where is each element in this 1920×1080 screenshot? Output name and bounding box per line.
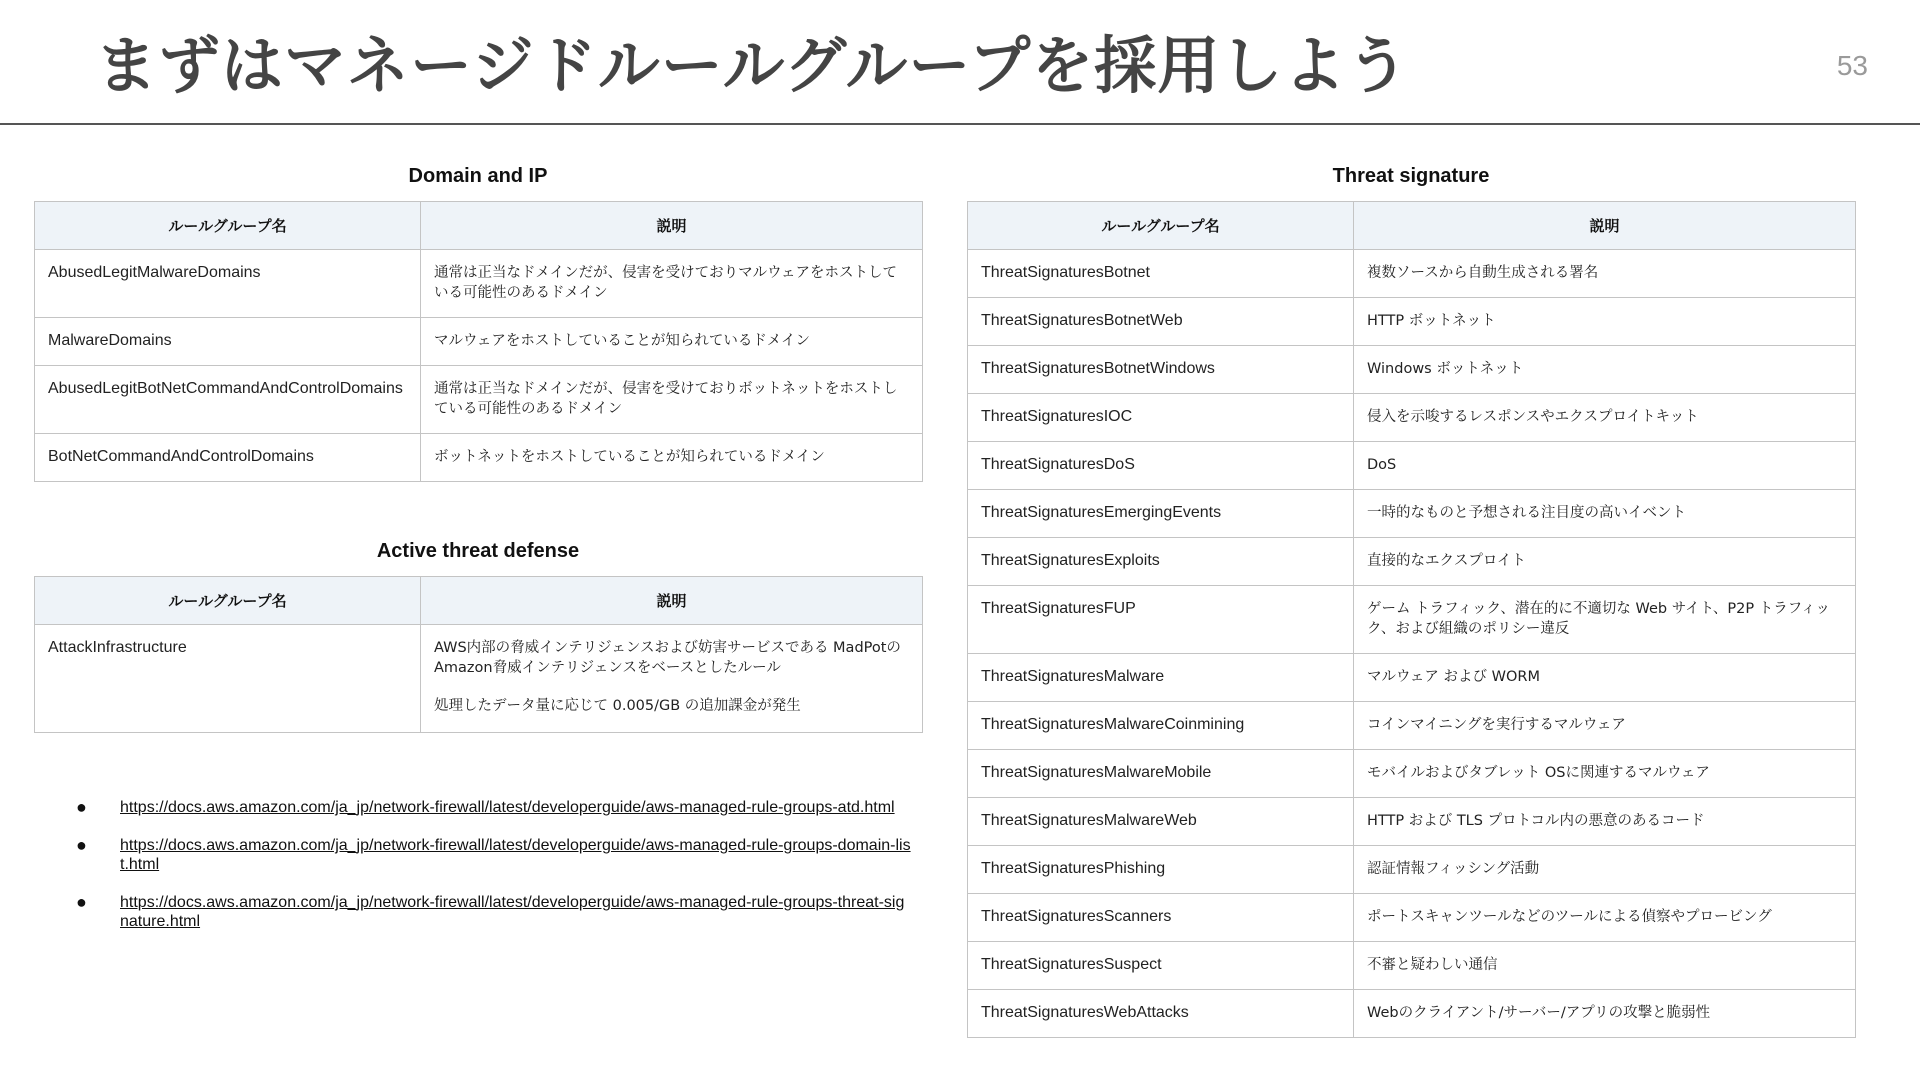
- rule-group-description: HTTP および TLS プロトコル内の悪意のあるコード: [1354, 798, 1856, 846]
- rule-group-name: ThreatSignaturesEmergingEvents: [968, 490, 1354, 538]
- section-title-active-threat-defense: Active threat defense: [376, 540, 580, 562]
- bullet-icon: ●: [76, 892, 87, 912]
- rule-group-description: モバイルおよびタブレット OSに関連するマルウェア: [1354, 750, 1856, 798]
- rule-group-description: マルウェア および WORM: [1354, 654, 1856, 702]
- table-row: [968, 586, 1856, 654]
- rule-group-name: ThreatSignaturesBotnet: [968, 250, 1354, 298]
- rule-group-name: ThreatSignaturesMalwareMobile: [968, 750, 1354, 798]
- title-divider: [0, 123, 1920, 125]
- table-row: [968, 298, 1856, 346]
- rule-group-name: ThreatSignaturesExploits: [968, 538, 1354, 586]
- table-row: [968, 846, 1856, 894]
- list-item: [72, 798, 912, 817]
- rule-group-description: コインマイニングを実行するマルウェア: [1354, 702, 1856, 750]
- rule-group-name: ThreatSignaturesFUP: [968, 586, 1354, 654]
- rule-group-description: DoS: [1354, 442, 1856, 490]
- table-header-row: [35, 577, 923, 625]
- table-header-row: [35, 202, 923, 250]
- docs-link-threat-signature[interactable]: https://docs.aws.amazon.com/ja_jp/network-firewall/latest/developerguide/aws-managed-rule-groups-threat-signature.html: [120, 894, 905, 930]
- rule-group-name: BotNetCommandAndControlDomains: [35, 434, 421, 482]
- rule-group-name: AttackInfrastructure: [35, 625, 421, 733]
- threat-signature-table: [967, 201, 1856, 1038]
- docs-link-atd[interactable]: https://docs.aws.amazon.com/ja_jp/network-firewall/latest/developerguide/aws-managed-rule-groups-atd.html: [120, 799, 895, 816]
- section-title-domain-ip: Domain and IP: [408, 165, 548, 187]
- bullet-icon: ●: [76, 835, 87, 855]
- rule-group-description: ポートスキャンツールなどのツールによる偵察やプロービング: [1354, 894, 1856, 942]
- list-item: [72, 836, 912, 874]
- description-main: AWS内部の脅威インテリジェンスおよび妨害サービスである MadPotのAmazon脅威インテリジェンスをベースとしたルール: [434, 640, 901, 676]
- rule-group-description: HTTP ボットネット: [1354, 298, 1856, 346]
- rule-group-description: 一時的なものと予想される注目度の高いイベント: [1354, 490, 1856, 538]
- rule-group-name: ThreatSignaturesScanners: [968, 894, 1354, 942]
- rule-group-name: AbusedLegitBotNetCommandAndControlDomains: [35, 366, 421, 434]
- rule-group-description: 通常は正当なドメインだが、侵害を受けておりボットネットをホストしている可能性のあるドメイン: [421, 366, 923, 434]
- rule-group-description: 認証情報フィッシング活動: [1354, 846, 1856, 894]
- reference-links: [72, 798, 912, 950]
- table-row: [968, 750, 1856, 798]
- rule-group-description: 不審と疑わしい通信: [1354, 942, 1856, 990]
- rule-group-description: ゲーム トラフィック、潜在的に不適切な Web サイト、P2P トラフィック、および組織のポリシー違反: [1354, 586, 1856, 654]
- table-row: [968, 702, 1856, 750]
- rule-group-name: ThreatSignaturesWebAttacks: [968, 990, 1354, 1038]
- rule-group-name: ThreatSignaturesPhishing: [968, 846, 1354, 894]
- rule-group-name: MalwareDomains: [35, 318, 421, 366]
- rule-group-name: ThreatSignaturesBotnetWeb: [968, 298, 1354, 346]
- rule-group-name: ThreatSignaturesMalwareCoinmining: [968, 702, 1354, 750]
- slide-title: まずはマネージドルールグループを採用しよう: [95, 29, 1410, 102]
- column-header-description: 説明: [421, 577, 923, 625]
- table-row: [968, 394, 1856, 442]
- table-row: [35, 434, 923, 482]
- table-row: [968, 894, 1856, 942]
- table-row: [968, 250, 1856, 298]
- rule-group-name: ThreatSignaturesMalwareWeb: [968, 798, 1354, 846]
- table-header-row: [968, 202, 1856, 250]
- rule-group-name: AbusedLegitMalwareDomains: [35, 250, 421, 318]
- table-row: [35, 318, 923, 366]
- table-row: [968, 346, 1856, 394]
- column-header-description: 説明: [421, 202, 923, 250]
- table-row: [35, 366, 923, 434]
- rule-group-name: ThreatSignaturesBotnetWindows: [968, 346, 1354, 394]
- rule-group-name: ThreatSignaturesIOC: [968, 394, 1354, 442]
- column-header-rule-group-name: ルールグループ名: [968, 202, 1354, 250]
- rule-group-description: 複数ソースから自動生成される署名: [1354, 250, 1856, 298]
- docs-link-domain-list[interactable]: https://docs.aws.amazon.com/ja_jp/network-firewall/latest/developerguide/aws-managed-rule-groups-domain-list.html: [120, 837, 911, 873]
- page-number: 53: [1836, 50, 1868, 81]
- domain-ip-table: [34, 201, 923, 482]
- list-item: [72, 893, 912, 931]
- column-header-description: 説明: [1354, 202, 1856, 250]
- rule-group-description: ボットネットをホストしていることが知られているドメイン: [421, 434, 923, 482]
- rule-group-description: Webのクライアント/サーバー/アプリの攻撃と脆弱性: [1354, 990, 1856, 1038]
- table-row: [35, 250, 923, 318]
- table-row: [968, 442, 1856, 490]
- table-row: [968, 538, 1856, 586]
- table-row: [968, 798, 1856, 846]
- section-title-threat-signature: Threat signature: [1332, 165, 1490, 187]
- table-row: [968, 942, 1856, 990]
- rule-group-description: 侵入を示唆するレスポンスやエクスプロイトキット: [1354, 394, 1856, 442]
- rule-group-name: ThreatSignaturesMalware: [968, 654, 1354, 702]
- column-header-rule-group-name: ルールグループ名: [35, 577, 421, 625]
- rule-group-name: ThreatSignaturesSuspect: [968, 942, 1354, 990]
- rule-group-description: マルウェアをホストしていることが知られているドメイン: [421, 318, 923, 366]
- table-row: [968, 990, 1856, 1038]
- rule-group-description: 通常は正当なドメインだが、侵害を受けておりマルウェアをホストしている可能性のあるドメイン: [421, 250, 923, 318]
- table-row: [968, 490, 1856, 538]
- table-row: [968, 654, 1856, 702]
- rule-group-description: Windows ボットネット: [1354, 346, 1856, 394]
- table-row: [35, 625, 923, 733]
- description-pricing-note: 処理したデータ量に応じて 0.005/GB の追加課金が発生: [434, 698, 801, 714]
- rule-group-description: [421, 625, 923, 733]
- active-threat-defense-table: [34, 576, 923, 733]
- bullet-icon: ●: [76, 797, 87, 817]
- rule-group-description: 直接的なエクスプロイト: [1354, 538, 1856, 586]
- column-header-rule-group-name: ルールグループ名: [35, 202, 421, 250]
- rule-group-name: ThreatSignaturesDoS: [968, 442, 1354, 490]
